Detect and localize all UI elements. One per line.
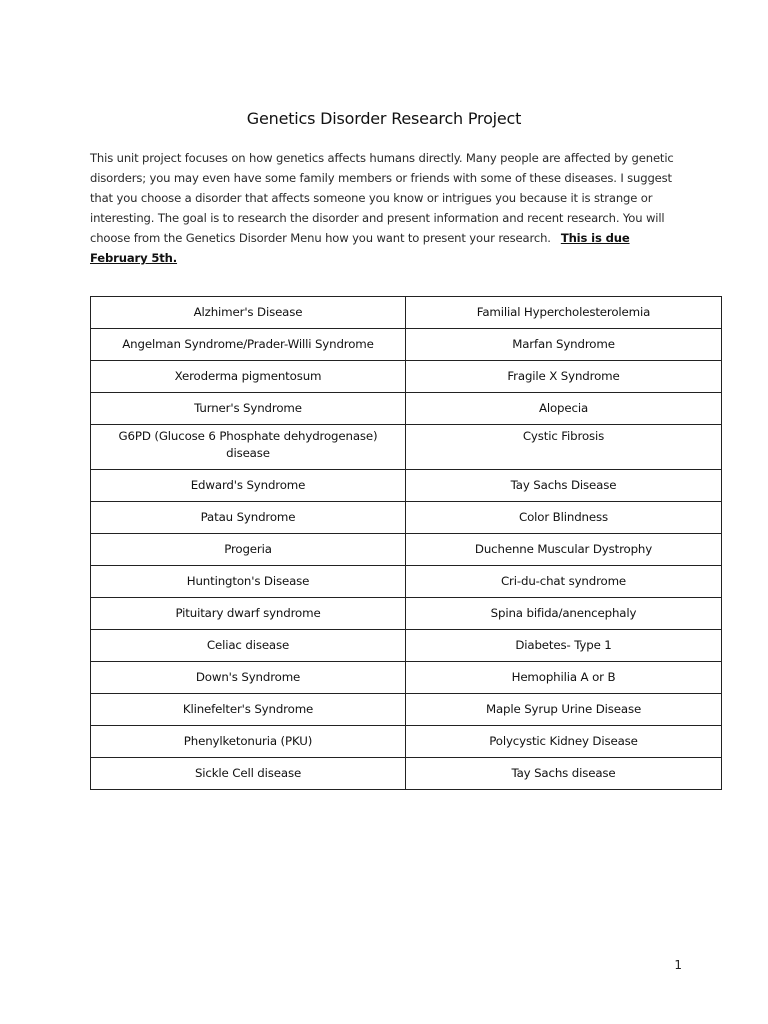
due-date-notice: This is due February 5th.: [90, 230, 630, 265]
table-cell: Cri-du-chat syndrome: [406, 566, 722, 598]
table-row: [91, 297, 722, 329]
table-cell: Pituitary dwarf syndrome: [91, 598, 406, 630]
table-row: [91, 662, 722, 694]
table-row: [91, 598, 722, 630]
table-row: [91, 329, 722, 361]
table-cell: Turner's Syndrome: [91, 393, 406, 425]
table-cell: Color Blindness: [406, 502, 722, 534]
table-cell: Fragile X Syndrome: [406, 361, 722, 393]
table-cell: Cystic Fibrosis: [406, 425, 722, 470]
table-cell: Duchenne Muscular Dystrophy: [406, 534, 722, 566]
table-row: [91, 470, 722, 502]
table-cell: Hemophilia A or B: [406, 662, 722, 694]
intro-paragraph: [90, 149, 682, 268]
document-title: Genetics Disorder Research Project: [246, 109, 522, 128]
table-cell: Edward's Syndrome: [91, 470, 406, 502]
table-cell: Maple Syrup Urine Disease: [406, 694, 722, 726]
table-cell: Polycystic Kidney Disease: [406, 726, 722, 758]
intro-text: This unit project focuses on how genetics affects humans directly. Many people are affected by genetic disorders; you may even have some family members or friends with some of these diseases. I suggest that you choose a disorder that affects someone you know or intrigues you because it is strange or interesting. The goal is to research the disorder and present information and recent research. You will choose from the Genetics Disorder Menu how you want to present your research.: [90, 151, 674, 245]
table-cell: Klinefelter's Syndrome: [91, 694, 406, 726]
table-cell: Phenylketonuria (PKU): [91, 726, 406, 758]
table-cell: Alopecia: [406, 393, 722, 425]
table-cell: Familial Hypercholesterolemia: [406, 297, 722, 329]
table-cell: Tay Sachs disease: [406, 758, 722, 790]
table-cell: Progeria: [91, 534, 406, 566]
table-cell: Celiac disease: [91, 630, 406, 662]
table-row: [91, 502, 722, 534]
table-cell: Diabetes- Type 1: [406, 630, 722, 662]
table-row: [91, 393, 722, 425]
table-row: [91, 361, 722, 393]
table-row: [91, 758, 722, 790]
table-row: [91, 534, 722, 566]
table-cell: Down's Syndrome: [91, 662, 406, 694]
disorder-table: [90, 296, 722, 790]
table-cell: Angelman Syndrome/Prader-Willi Syndrome: [91, 329, 406, 361]
table-cell: Marfan Syndrome: [406, 329, 722, 361]
table-cell: Patau Syndrome: [91, 502, 406, 534]
table-cell: Spina bifida/anencephaly: [406, 598, 722, 630]
table-row: [91, 694, 722, 726]
page-number: 1: [674, 958, 682, 972]
table-cell: Xeroderma pigmentosum: [91, 361, 406, 393]
disorder-table-body: [91, 297, 722, 790]
table-cell: Tay Sachs Disease: [406, 470, 722, 502]
table-cell: Sickle Cell disease: [91, 758, 406, 790]
table-row: [91, 726, 722, 758]
table-cell: Alzhimer's Disease: [91, 297, 406, 329]
table-cell: G6PD (Glucose 6 Phosphate dehydrogenase) disease: [91, 425, 406, 470]
table-row: [91, 630, 722, 662]
table-row: [91, 425, 722, 470]
table-cell: Huntington's Disease: [91, 566, 406, 598]
table-row: [91, 566, 722, 598]
